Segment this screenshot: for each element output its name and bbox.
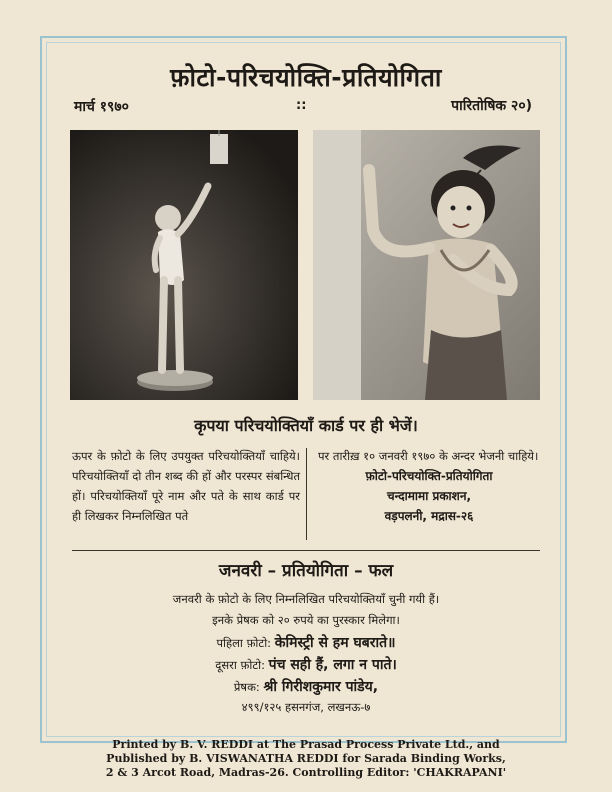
- photo1-caption: केमिस्ट्री से हम घबराते॥: [274, 635, 396, 651]
- address-line-3: वड़पलनी, मद्रास-२६: [384, 509, 474, 523]
- photo1-label: पहिला फ़ोटो:: [216, 636, 272, 650]
- instructions-left-text: ऊपर के फ़ोटो के लिए उपयुक्त परिचयोक्तियाँ चाहिये। परिचयोक्तियाँ दो तीन शब्द की हों और परस्पर संबन्धित हों। परिचयोक्तियाँ पूरे नाम और पते के साथ कार्ड पर ही लिखकर निम्नलिखित पते: [72, 449, 300, 523]
- footer-line-2: Published by B. VISWANATHA REDDI for Sarada Binding Works,: [106, 752, 506, 765]
- results-prize-line: इनके प्रेषक को २० रुपये का पुरस्कार मिलेगा।: [212, 613, 400, 627]
- column-divider: [306, 448, 307, 540]
- section-divider: [72, 550, 540, 551]
- footer-line-1: Printed by B. V. REDDI at The Prasad Process Private Ltd., and: [112, 738, 500, 751]
- sender-name: श्री गिरीशकुमार पांडेय,: [263, 679, 379, 695]
- footer-line-3: 2 & 3 Arcot Road, Madras-26. Controlling Editor: 'CHAKRAPANI': [105, 766, 507, 779]
- prize-amount: पारितोषिक २०): [451, 98, 532, 114]
- winner-photo-1: [0, 633, 612, 652]
- issue-month: मार्च १९७०: [74, 99, 129, 115]
- sender-address: ४९९/१२५ हसनगंज, लखनऊ-७: [241, 700, 371, 714]
- photo-child-reaching: [70, 130, 298, 400]
- winner-photo-2: [0, 655, 612, 674]
- results-heading: जनवरी – प्रतियोगिता – फल: [218, 561, 394, 581]
- instructions-right-text: पर तारीख़ १० जनवरी १९७० के अन्दर भेजनी चाहिये।: [318, 449, 539, 463]
- instructions-right-column: [318, 446, 540, 526]
- header-separator: ::: [296, 98, 307, 113]
- card-instruction-heading: कृपया परिचयोक्तियाँ कार्ड पर ही भेजें।: [194, 416, 418, 435]
- photo2-label: दूसरा फ़ोटो:: [215, 658, 265, 672]
- imprint-footer: [0, 738, 612, 780]
- address-line-1: फ़ोटो-परिचयोक्ति-प्रतियोगिता: [365, 469, 493, 483]
- photo2-caption: पंच सही हैं, लगा न पाते।: [268, 657, 397, 673]
- address-line-2: चन्दामामा प्रकाशन,: [386, 489, 472, 503]
- photo-child-with-bird: [313, 130, 540, 400]
- results-intro-line: जनवरी के फ़ोटो के लिए निम्नलिखित परिचयोक्तियाँ चुनी गयी हैं।: [172, 592, 440, 606]
- sender-line: [0, 677, 612, 696]
- sender-label: प्रेषक:: [233, 680, 260, 694]
- page-title: फ़ोटो-परिचयोक्ति-प्रतियोगिता: [170, 63, 442, 92]
